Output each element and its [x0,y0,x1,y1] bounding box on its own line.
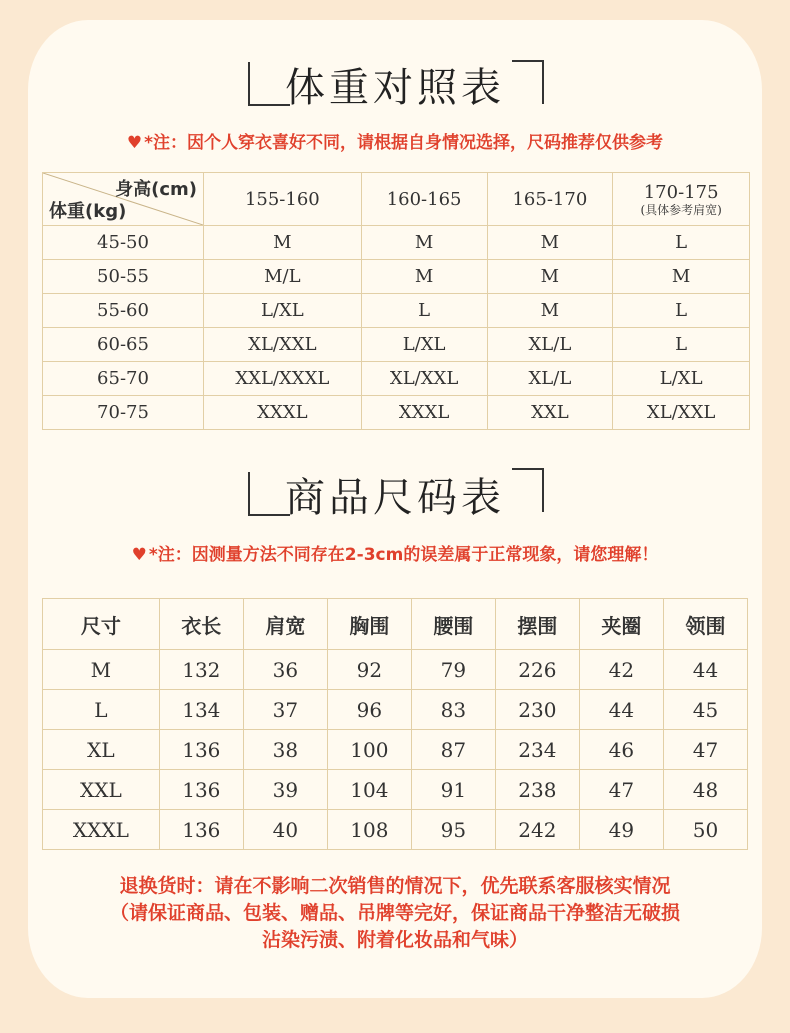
measurement-cell: 49 [579,810,663,850]
size-cell: L [613,226,750,260]
measurement-cell: 104 [327,770,411,810]
size-cell: M/L [204,260,362,294]
table-header-row [43,599,748,650]
size-cell: M [487,260,613,294]
table-row [43,226,750,260]
weight-range-cell: 65-70 [43,362,204,396]
table-row [43,770,748,810]
size-cell: XL/XXL [613,396,750,430]
measurement-cell: 230 [495,690,579,730]
weight-range-cell: 60-65 [43,328,204,362]
measurement-cell: 46 [579,730,663,770]
table-row [43,810,748,850]
measurement-cell: 96 [327,690,411,730]
product-size-table [42,598,748,850]
size-chart-note: ♥ *注：因测量方法不同存在2-3cm的误差属于正常现象，请您理解！ [131,545,659,565]
corner-cell [43,173,204,226]
height-axis-label: 身高(cm) [115,179,197,200]
table-row [43,260,750,294]
measurement-cell: 136 [159,810,243,850]
table-row [43,362,750,396]
column-header: 摆围 [495,599,579,650]
measurement-cell: 136 [159,730,243,770]
measurement-cell: 92 [327,650,411,690]
measurement-cell: 87 [411,730,495,770]
measurement-cell: 134 [159,690,243,730]
size-chart-title: 商品尺码表 [285,475,505,521]
column-header: 衣长 [159,599,243,650]
size-label-cell: XXXL [43,810,160,850]
measurement-cell: 91 [411,770,495,810]
column-header: 夹圈 [579,599,663,650]
size-cell: L/XL [613,362,750,396]
weight-height-table [42,172,750,430]
measurement-cell: 44 [579,690,663,730]
size-cell: L/XL [361,328,487,362]
weight-chart-title: 体重对照表 [285,65,505,111]
column-header: 尺寸 [43,599,160,650]
size-label-cell: L [43,690,160,730]
size-cell: XL/L [487,362,613,396]
measurement-cell: 83 [411,690,495,730]
weight-chart-note: ♥ *注：因个人穿衣喜好不同，请根据自身情况选择，尺码推荐仅供参考 [126,133,664,153]
size-cell: L/XL [204,294,362,328]
measurement-cell: 226 [495,650,579,690]
size-label-cell: M [43,650,160,690]
size-label-cell: XXL [43,770,160,810]
table-row [43,650,748,690]
size-cell: XL/L [487,328,613,362]
size-label-cell: XL [43,730,160,770]
column-header: 胸围 [327,599,411,650]
size-cell: L [613,328,750,362]
heart-icon: ♥ [126,133,143,153]
size-cell: M [613,260,750,294]
measurement-cell: 79 [411,650,495,690]
size-cell: XXL [487,396,613,430]
table-header-row [43,173,750,226]
column-header: 领围 [663,599,747,650]
table-row [43,730,748,770]
size-cell: M [361,226,487,260]
column-header: 165-170 [487,173,613,226]
measurement-cell: 47 [663,730,747,770]
measurement-cell: 50 [663,810,747,850]
measurement-cell: 39 [243,770,327,810]
size-cell: XXL/XXXL [204,362,362,396]
measurement-cell: 108 [327,810,411,850]
size-cell: M [361,260,487,294]
measurement-cell: 95 [411,810,495,850]
measurement-cell: 136 [159,770,243,810]
column-header: 170-175 (具体参考肩宽) [613,173,750,226]
table-row [43,396,750,430]
measurement-cell: 242 [495,810,579,850]
weight-range-cell: 70-75 [43,396,204,430]
return-policy [0,873,790,954]
size-cell: XL/XXL [204,328,362,362]
heart-icon: ♥ [131,545,147,565]
measurement-cell: 37 [243,690,327,730]
return-policy-line: （请保证商品、包装、赠品、吊牌等完好，保证商品干净整洁无破损 [109,902,680,924]
column-header: 155-160 [204,173,362,226]
table-row [43,690,748,730]
column-subnote: (具体参考肩宽) [640,202,722,217]
measurement-cell: 44 [663,650,747,690]
table-row [43,294,750,328]
weight-range-cell: 45-50 [43,226,204,260]
measurement-cell: 45 [663,690,747,730]
column-header: 肩宽 [243,599,327,650]
return-policy-line: 沾染污渍、附着化妆品和气味） [261,929,528,951]
size-cell: M [487,294,613,328]
measurement-cell: 234 [495,730,579,770]
size-cell: XXXL [361,396,487,430]
size-cell: L [361,294,487,328]
measurement-cell: 38 [243,730,327,770]
measurement-cell: 132 [159,650,243,690]
measurement-cell: 40 [243,810,327,850]
measurement-cell: 48 [663,770,747,810]
column-header: 160-165 [361,173,487,226]
weight-range-cell: 50-55 [43,260,204,294]
measurement-cell: 47 [579,770,663,810]
measurement-cell: 238 [495,770,579,810]
size-cell: M [487,226,613,260]
return-policy-line: 退换货时：请在不影响二次销售的情况下，优先联系客服核实情况 [119,875,671,897]
measurement-cell: 42 [579,650,663,690]
size-cell: L [613,294,750,328]
size-cell: XXXL [204,396,362,430]
measurement-cell: 36 [243,650,327,690]
weight-axis-label: 体重(kg) [49,201,127,222]
column-header: 腰围 [411,599,495,650]
measurement-cell: 100 [327,730,411,770]
table-row [43,328,750,362]
weight-range-cell: 55-60 [43,294,204,328]
size-cell: M [204,226,362,260]
size-cell: XL/XXL [361,362,487,396]
